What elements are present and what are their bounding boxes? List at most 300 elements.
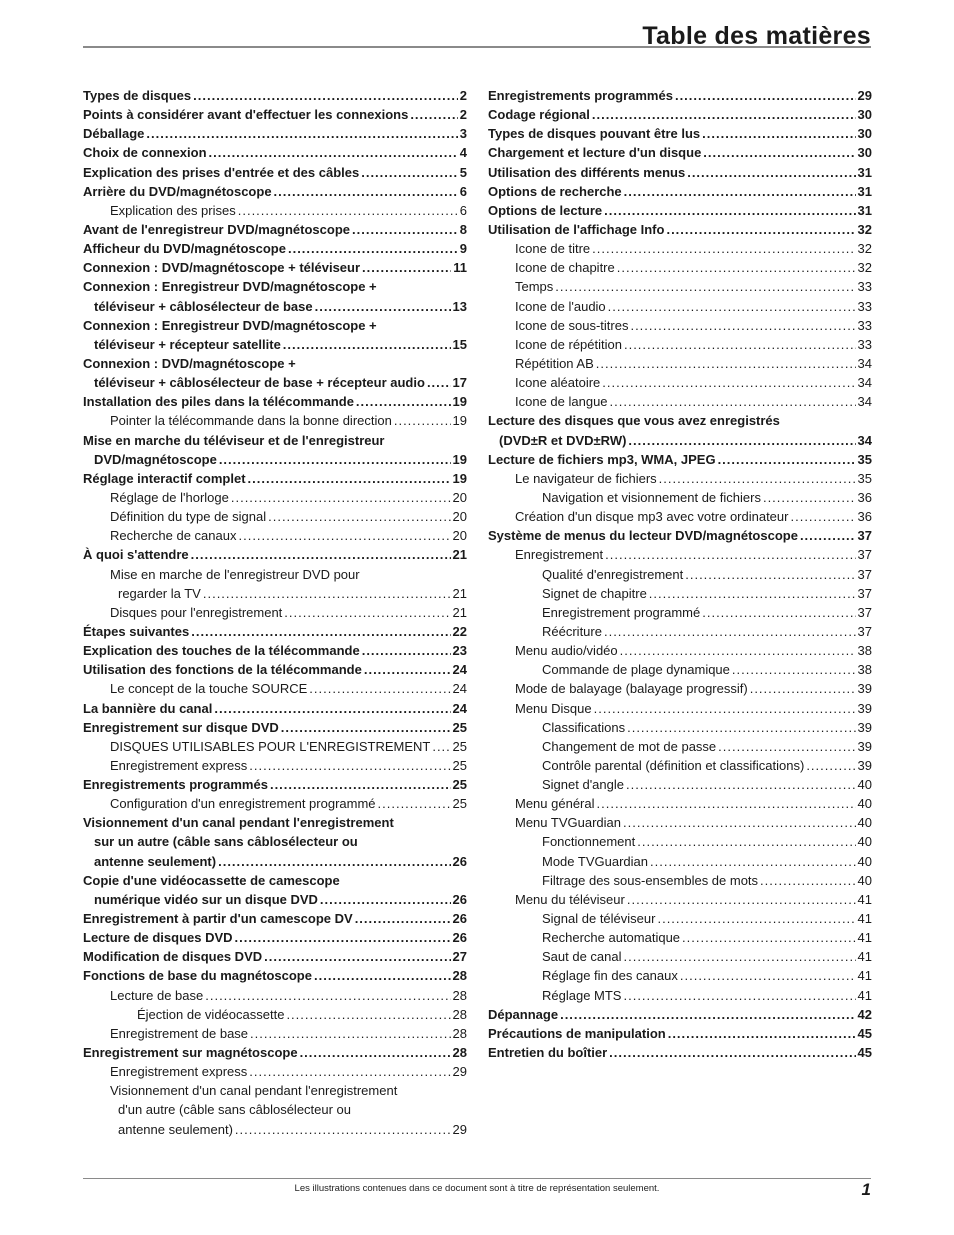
toc-dot-leader — [209, 143, 458, 162]
toc-entry[interactable] — [488, 1005, 872, 1024]
toc-entry[interactable] — [83, 641, 467, 660]
toc-entry[interactable] — [83, 813, 467, 832]
toc-entry[interactable] — [488, 220, 872, 239]
toc-entry[interactable] — [83, 507, 467, 526]
toc-entry-page: 19 — [452, 394, 467, 410]
toc-dot-leader — [218, 852, 450, 871]
toc-entry[interactable] — [488, 813, 872, 832]
toc-entry-title: Icone de sous-titres — [515, 317, 629, 333]
toc-entry-title: Le concept de la touche SOURCE — [110, 681, 308, 697]
toc-entry-page: 6 — [459, 202, 467, 218]
toc-entry-title: Visionnement d'un canal pendant l'enregistrement — [110, 1083, 398, 1099]
toc-entry[interactable] — [488, 182, 872, 201]
toc-dot-leader — [274, 182, 458, 201]
toc-dot-leader — [560, 1005, 855, 1024]
toc-entry-page: 40 — [857, 796, 872, 812]
toc-entry-title: Enregistrement de base — [110, 1025, 249, 1041]
toc-entry-page: 26 — [452, 891, 467, 907]
toc-entry-title: Recherche automatique — [542, 930, 681, 946]
toc-entry-title: Connexion : Enregistreur DVD/magnétoscope + — [83, 279, 377, 295]
toc-entry-page: 37 — [857, 528, 872, 544]
toc-entry-title: Le navigateur de fichiers — [515, 470, 657, 486]
toc-entry[interactable] — [488, 832, 872, 851]
toc-dot-leader — [203, 584, 451, 603]
header-divider — [83, 46, 871, 48]
toc-entry[interactable] — [488, 163, 872, 182]
toc-entry[interactable] — [83, 220, 467, 239]
toc-entry-page: 15 — [452, 336, 467, 352]
toc-entry[interactable] — [83, 660, 467, 679]
toc-entry[interactable] — [488, 143, 872, 162]
toc-entry-title: Lecture des disques que vous avez enregistrés — [488, 413, 780, 429]
toc-entry-page: 26 — [452, 930, 467, 946]
toc-entry[interactable] — [83, 277, 467, 296]
toc-entry[interactable] — [488, 794, 872, 813]
toc-entry[interactable] — [83, 431, 467, 450]
toc-entry-page: 28 — [452, 1006, 467, 1022]
toc-entry-title: téléviseur + récepteur satellite — [94, 336, 281, 352]
toc-entry-page: 21 — [452, 604, 467, 620]
toc-entry[interactable] — [488, 354, 872, 373]
toc-entry-title: Utilisation de l'affichage Info — [488, 221, 665, 237]
toc-entry-page: 29 — [857, 88, 872, 103]
toc-entry-title: Explication des touches de la télécommande — [83, 643, 360, 659]
toc-entry-page: 37 — [857, 604, 872, 620]
toc-entry-page: 24 — [452, 700, 467, 716]
toc-dot-leader — [250, 1024, 451, 1043]
toc-entry-title: Icone de répétition — [515, 336, 622, 352]
toc-dot-leader — [763, 488, 856, 507]
toc-entry-title: Types de disques — [83, 88, 192, 103]
toc-entry-page: 17 — [452, 375, 467, 391]
toc-entry-page: 20 — [452, 489, 467, 505]
toc-dot-leader — [650, 852, 856, 871]
toc-entry-title: antenne seulement) — [94, 853, 217, 869]
toc-entry[interactable] — [83, 373, 467, 392]
toc-entry[interactable] — [83, 1024, 467, 1043]
toc-entry-title: Enregistrements programmés — [83, 777, 268, 793]
toc-dot-leader — [604, 201, 855, 220]
toc-entry-title: Commande de plage dynamique — [542, 662, 730, 678]
page-title: Table des matières — [642, 22, 871, 50]
toc-entry-title: Réglage MTS — [542, 987, 622, 1003]
toc-entry-title: Réécriture — [542, 623, 602, 639]
toc-entry[interactable] — [488, 871, 872, 890]
toc-entry-title: d'un autre (câble sans câblosélecteur ou — [118, 1102, 352, 1118]
toc-dot-leader — [609, 1043, 855, 1062]
toc-entry-title: Installation des piles dans la télécommande — [83, 394, 354, 410]
toc-entry-page: 34 — [857, 375, 872, 391]
toc-entry[interactable] — [83, 354, 467, 373]
toc-entry-title: Réglage fin des canaux — [542, 968, 678, 984]
toc-entry[interactable] — [83, 86, 467, 105]
toc-entry-page: 34 — [857, 432, 872, 448]
toc-entry-title: Icone de langue — [515, 394, 608, 410]
toc-dot-leader — [630, 316, 855, 335]
footer-divider — [83, 1178, 871, 1179]
toc-entry-title: Connexion : DVD/magnétoscope + — [83, 355, 296, 371]
toc-entry[interactable] — [83, 335, 467, 354]
toc-dot-leader — [624, 947, 856, 966]
toc-dot-leader — [806, 756, 855, 775]
toc-entry-title: Classifications — [542, 719, 626, 735]
toc-entry[interactable] — [488, 928, 872, 947]
toc-entry-title: regarder la TV — [118, 585, 201, 601]
toc-entry[interactable] — [488, 297, 872, 316]
toc-dot-leader — [596, 354, 856, 373]
toc-entry[interactable] — [488, 411, 872, 430]
toc-entry-title: Fonctions de base du magnétoscope — [83, 968, 312, 984]
toc-entry-title: Signet d'angle — [542, 777, 624, 793]
page-number: 1 — [861, 1180, 871, 1199]
toc-entry-page: 39 — [857, 719, 872, 735]
toc-entry-page: 2 — [459, 88, 467, 103]
toc-dot-leader — [320, 890, 451, 909]
toc-entry-page: 29 — [452, 1064, 467, 1080]
toc-entry-title: Lecture de disques DVD — [83, 930, 233, 946]
toc-dot-leader — [703, 143, 855, 162]
toc-entry-page: 28 — [452, 968, 467, 984]
toc-entry[interactable] — [488, 392, 872, 411]
toc-dot-leader — [238, 201, 458, 220]
toc-entry[interactable] — [83, 679, 467, 698]
toc-entry-page: 28 — [452, 1045, 467, 1061]
toc-entry[interactable] — [83, 545, 467, 564]
toc-entry[interactable] — [83, 565, 467, 584]
toc-dot-leader — [315, 297, 451, 316]
toc-dot-leader — [680, 966, 856, 985]
toc-entry[interactable] — [488, 277, 872, 296]
toc-entry[interactable] — [83, 890, 467, 909]
toc-entry[interactable] — [488, 775, 872, 794]
toc-entry[interactable] — [488, 526, 872, 545]
toc-entry-title: Menu TVGuardian — [515, 815, 621, 831]
toc-entry[interactable] — [83, 105, 467, 124]
toc-entry[interactable] — [83, 737, 467, 756]
toc-entry[interactable] — [488, 469, 872, 488]
toc-entry-title: Icone aléatoire — [515, 375, 601, 391]
toc-dot-leader — [718, 737, 855, 756]
toc-entry[interactable] — [488, 201, 872, 220]
toc-entry[interactable] — [83, 928, 467, 947]
toc-entry-page: 41 — [857, 891, 872, 907]
toc-entry[interactable] — [83, 718, 467, 737]
toc-dot-leader — [610, 392, 856, 411]
toc-entry[interactable] — [83, 450, 467, 469]
toc-entry[interactable] — [488, 545, 872, 564]
toc-entry-title: Explication des prises — [110, 202, 236, 218]
toc-entry[interactable] — [488, 507, 872, 526]
toc-entry[interactable] — [83, 143, 467, 162]
toc-entry[interactable] — [83, 966, 467, 985]
toc-entry[interactable] — [488, 660, 872, 679]
toc-entry-page: 27 — [452, 949, 467, 965]
toc-entry-title: numérique vidéo sur un disque DVD — [94, 891, 318, 907]
toc-entry[interactable] — [83, 526, 467, 545]
toc-entry-title: téléviseur + câblosélecteur de base + récepteur audio — [94, 375, 425, 391]
toc-entry[interactable] — [488, 737, 872, 756]
toc-entry-title: Pointer la télécommande dans la bonne direction — [110, 413, 392, 429]
toc-entry-page: 40 — [857, 815, 872, 831]
toc-entry[interactable] — [83, 411, 467, 430]
toc-entry-title: Lecture de fichiers mp3, WMA, JPEG — [488, 451, 716, 467]
toc-entry-page: 45 — [857, 1045, 872, 1061]
toc-entry-page: 41 — [857, 968, 872, 984]
toc-entry-page: 37 — [857, 566, 872, 582]
toc-entry[interactable] — [83, 163, 467, 182]
toc-entry-title: Recherche de canaux — [110, 528, 237, 544]
toc-entry-page: 29 — [452, 1121, 467, 1137]
toc-entry-title: antenne seulement) — [118, 1121, 233, 1137]
toc-entry[interactable] — [83, 947, 467, 966]
toc-dot-leader — [620, 641, 856, 660]
toc-dot-leader — [623, 986, 855, 1005]
toc-entry-title: Visionnement d'un canal pendant l'enregistrement — [83, 815, 394, 831]
toc-entry-title: Signet de chapitre — [542, 585, 647, 601]
toc-entry-page: 37 — [857, 623, 872, 639]
toc-dot-leader — [649, 584, 856, 603]
toc-dot-leader — [270, 775, 451, 794]
toc-dot-leader — [750, 679, 856, 698]
toc-entry[interactable] — [488, 699, 872, 718]
toc-entry-page: 20 — [452, 528, 467, 544]
toc-entry-title: Menu général — [515, 796, 595, 812]
toc-entry[interactable] — [83, 182, 467, 201]
toc-entry-title: Modification de disques DVD — [83, 949, 263, 965]
toc-dot-leader — [249, 1062, 450, 1081]
toc-entry-title: Enregistrement express — [110, 1064, 248, 1080]
toc-entry-title: Qualité d'enregistrement — [542, 566, 684, 582]
toc-dot-leader — [668, 1024, 856, 1043]
toc-entry-page: 19 — [452, 451, 467, 467]
toc-dot-leader — [314, 966, 451, 985]
toc-entry-page: 25 — [452, 796, 467, 812]
toc-entry[interactable] — [83, 1120, 467, 1139]
toc-entry[interactable] — [83, 1100, 467, 1119]
toc-entry[interactable] — [83, 775, 467, 794]
toc-entry-page: 37 — [857, 547, 872, 563]
toc-dot-leader — [355, 909, 451, 928]
toc-dot-leader — [362, 641, 451, 660]
toc-entry[interactable] — [488, 718, 872, 737]
toc-entry[interactable] — [488, 124, 872, 143]
toc-entry[interactable] — [488, 373, 872, 392]
toc-entry-title: sur un autre (câble sans câblosélecteur ou — [94, 834, 358, 850]
toc-dot-leader — [300, 1043, 451, 1062]
toc-entry[interactable] — [83, 756, 467, 775]
toc-entry[interactable] — [83, 986, 467, 1005]
toc-entry-page: 40 — [857, 777, 872, 793]
toc-dot-leader — [666, 220, 855, 239]
toc-dot-leader — [760, 871, 855, 890]
toc-dot-leader — [248, 469, 451, 488]
toc-entry[interactable] — [488, 239, 872, 258]
toc-entry-page: 36 — [857, 489, 872, 505]
toc-right-column — [488, 86, 872, 1062]
toc-dot-leader — [378, 794, 451, 813]
toc-entry[interactable] — [488, 258, 872, 277]
toc-entry-title: Enregistrement à partir d'un camescope DV — [83, 911, 353, 927]
toc-dot-leader — [617, 258, 856, 277]
toc-entry-title: Entretien du boîtier — [488, 1045, 608, 1061]
toc-entry[interactable] — [488, 641, 872, 660]
toc-entry[interactable] — [488, 909, 872, 928]
toc-entry-title: Étapes suivantes — [83, 623, 190, 639]
toc-entry[interactable] — [488, 890, 872, 909]
toc-entry-page: 41 — [857, 987, 872, 1003]
toc-entry[interactable] — [83, 871, 467, 890]
toc-entry-page: 41 — [857, 930, 872, 946]
toc-entry-page: 31 — [857, 183, 872, 199]
toc-entry-page: 35 — [857, 451, 872, 467]
toc-dot-leader — [675, 86, 856, 105]
toc-entry[interactable] — [488, 450, 872, 469]
toc-entry[interactable] — [488, 431, 872, 450]
toc-dot-leader — [249, 756, 450, 775]
toc-dot-leader — [702, 124, 855, 143]
toc-entry-page: 31 — [857, 164, 872, 180]
toc-entry-page: 35 — [857, 470, 872, 486]
toc-entry[interactable] — [488, 679, 872, 698]
toc-entry-title: Menu audio/vidéo — [515, 643, 618, 659]
toc-entry[interactable] — [83, 1005, 467, 1024]
toc-dot-leader — [231, 488, 451, 507]
toc-entry[interactable] — [488, 335, 872, 354]
toc-entry[interactable] — [488, 316, 872, 335]
toc-entry-title: Éjection de vidéocassette — [137, 1006, 285, 1022]
toc-entry-page: 3 — [459, 126, 467, 142]
toc-entry[interactable] — [83, 1081, 467, 1100]
toc-entry-page: 40 — [857, 834, 872, 850]
toc-entry-page: 34 — [857, 394, 872, 410]
toc-entry-title: téléviseur + câblosélecteur de base — [94, 298, 313, 314]
toc-entry-title: La bannière du canal — [83, 700, 213, 716]
toc-entry-page: 33 — [857, 317, 872, 333]
toc-entry-page: 39 — [857, 757, 872, 773]
toc-dot-leader — [214, 699, 450, 718]
toc-entry-title: Choix de connexion — [83, 145, 207, 161]
toc-entry-page: 9 — [459, 241, 467, 257]
toc-dot-leader — [604, 622, 856, 641]
toc-entry-title: Connexion : DVD/magnétoscope + téléviseur — [83, 260, 361, 276]
toc-entry-title: Enregistrement sur disque DVD — [83, 719, 279, 735]
toc-entry[interactable] — [83, 794, 467, 813]
toc-entry-title: Icone de l'audio — [515, 298, 606, 314]
toc-dot-leader — [219, 450, 451, 469]
toc-entry[interactable] — [83, 1043, 467, 1062]
toc-entry[interactable] — [83, 584, 467, 603]
toc-entry[interactable] — [488, 565, 872, 584]
toc-entry-page: 24 — [452, 681, 467, 697]
toc-entry[interactable] — [83, 469, 467, 488]
toc-entry[interactable] — [488, 1043, 872, 1062]
toc-entry[interactable] — [83, 239, 467, 258]
toc-entry[interactable] — [83, 603, 467, 622]
toc-entry[interactable] — [488, 1024, 872, 1043]
toc-dot-leader — [352, 220, 458, 239]
toc-entry-title: Menu du téléviseur — [515, 891, 625, 907]
toc-entry[interactable] — [83, 258, 467, 277]
toc-entry-title: (DVD±R et DVD±RW) — [499, 432, 627, 448]
toc-dot-leader — [362, 258, 451, 277]
toc-entry[interactable] — [83, 201, 467, 220]
toc-dot-leader — [288, 239, 458, 258]
toc-entry[interactable] — [488, 86, 872, 105]
toc-dot-leader — [732, 660, 856, 679]
toc-dot-leader — [432, 737, 450, 756]
toc-entry[interactable] — [488, 966, 872, 985]
toc-entry-title: Utilisation des fonctions de la télécommande — [83, 662, 362, 678]
toc-entry-title: Déballage — [83, 126, 145, 142]
toc-dot-leader — [268, 507, 450, 526]
toc-entry-page: 39 — [857, 681, 872, 697]
toc-dot-leader — [238, 526, 450, 545]
toc-entry[interactable] — [488, 756, 872, 775]
toc-entry[interactable] — [83, 488, 467, 507]
toc-entry[interactable] — [83, 622, 467, 641]
toc-entry-title: Options de recherche — [488, 183, 622, 199]
toc-entry-page: 33 — [857, 336, 872, 352]
toc-dot-leader — [191, 622, 450, 641]
toc-entry[interactable] — [83, 832, 467, 851]
toc-entry[interactable] — [488, 852, 872, 871]
toc-dot-leader — [284, 603, 450, 622]
toc-entry-title: DISQUES UTILISABLES POUR L'ENREGISTREMENT — [110, 738, 431, 754]
toc-entry-title: Navigation et visionnement de fichiers — [542, 489, 761, 505]
toc-dot-leader — [193, 86, 458, 105]
toc-entry-page: 42 — [857, 1006, 872, 1022]
toc-entry[interactable] — [488, 622, 872, 641]
toc-entry[interactable] — [488, 584, 872, 603]
toc-dot-leader — [623, 813, 856, 832]
toc-entry[interactable] — [83, 392, 467, 411]
toc-entry-title: Options de lecture — [488, 202, 603, 218]
toc-entry-title: Mode de balayage (balayage progressif) — [515, 681, 748, 697]
toc-entry-title: Contrôle parental (définition et classifications) — [542, 757, 805, 773]
toc-entry-title: Enregistrement sur magnétoscope — [83, 1045, 298, 1061]
toc-entry-page: 37 — [857, 585, 872, 601]
toc-entry-page: 21 — [452, 547, 467, 563]
toc-dot-leader — [627, 890, 856, 909]
toc-entry[interactable] — [83, 852, 467, 871]
toc-entry[interactable] — [488, 488, 872, 507]
toc-dot-leader — [682, 928, 856, 947]
toc-dot-leader — [592, 105, 856, 124]
toc-entry-page: 32 — [857, 260, 872, 276]
toc-entry-page: 32 — [857, 241, 872, 257]
toc-entry[interactable] — [488, 603, 872, 622]
toc-entry[interactable] — [83, 1062, 467, 1081]
toc-entry-page: 28 — [452, 987, 467, 1003]
toc-entry[interactable] — [83, 699, 467, 718]
toc-entry[interactable] — [83, 297, 467, 316]
toc-entry-page: 24 — [452, 662, 467, 678]
toc-entry[interactable] — [488, 105, 872, 124]
toc-entry-page: 4 — [459, 145, 467, 161]
toc-entry-page: 30 — [857, 145, 872, 161]
toc-entry[interactable] — [488, 986, 872, 1005]
toc-entry-page: 40 — [857, 853, 872, 869]
toc-entry[interactable] — [83, 316, 467, 335]
toc-entry-page: 33 — [857, 298, 872, 314]
toc-entry[interactable] — [83, 124, 467, 143]
toc-entry[interactable] — [83, 909, 467, 928]
toc-entry-title: Icone de chapitre — [515, 260, 615, 276]
toc-entry-title: Configuration d'un enregistrement programmé — [110, 796, 376, 812]
toc-entry-title: À quoi s'attendre — [83, 547, 189, 563]
toc-entry[interactable] — [488, 947, 872, 966]
toc-dot-leader — [364, 660, 451, 679]
